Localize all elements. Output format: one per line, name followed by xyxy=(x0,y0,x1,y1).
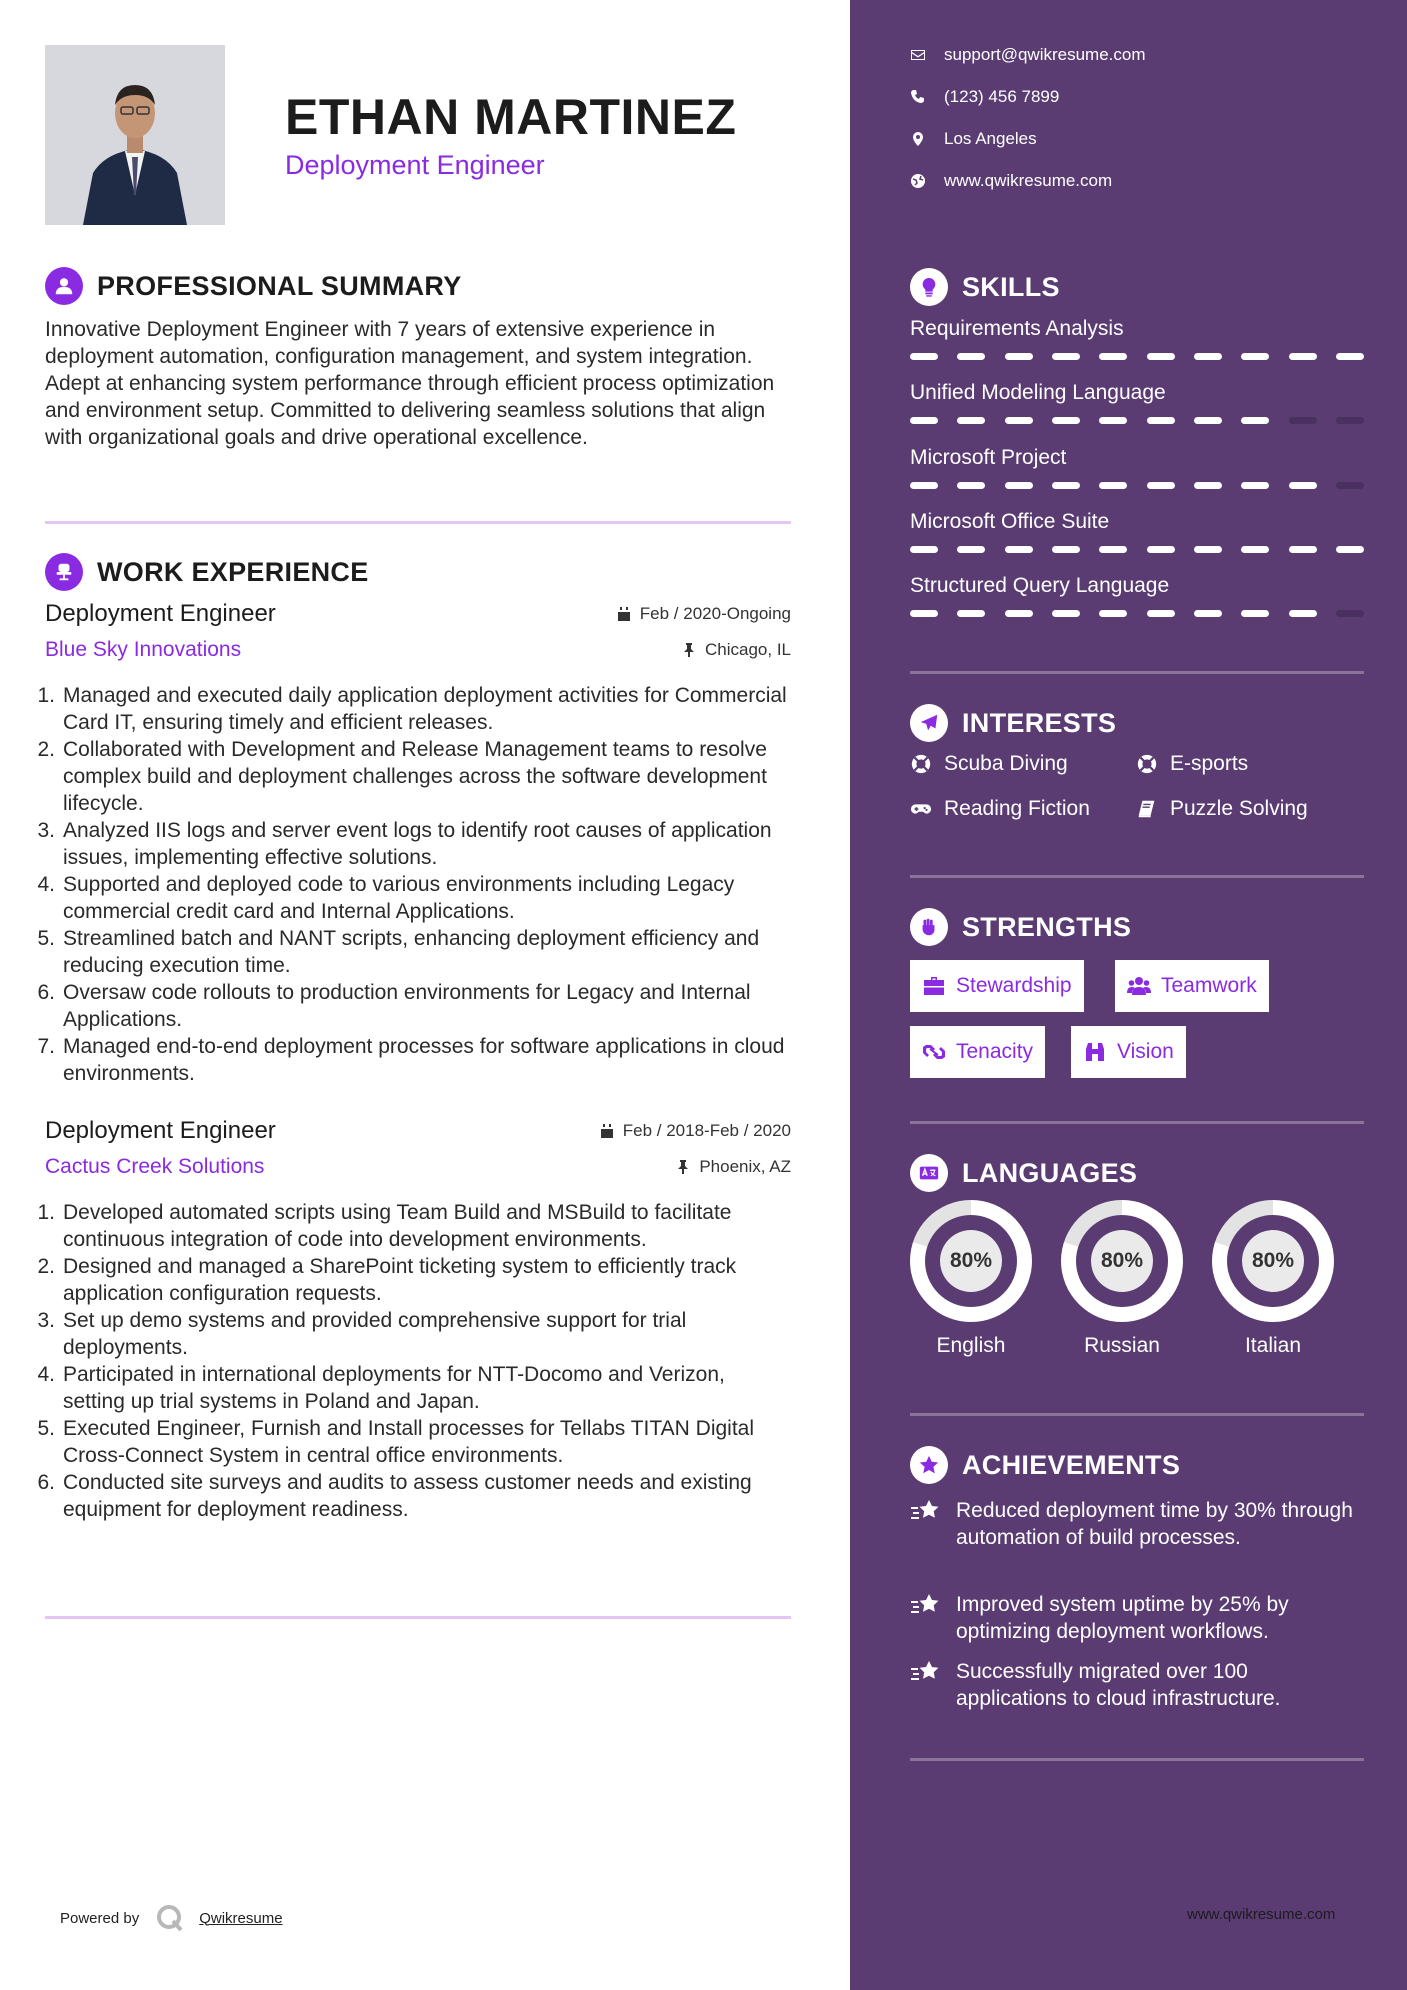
gamepad-icon xyxy=(910,798,932,820)
skill-dash xyxy=(1099,417,1127,424)
divider xyxy=(45,521,791,524)
skill-dash xyxy=(1099,546,1127,553)
binoculars-icon xyxy=(1083,1041,1107,1063)
divider xyxy=(910,1121,1364,1124)
calendar-icon xyxy=(616,606,632,622)
powered-by xyxy=(60,1903,283,1933)
skill-dash xyxy=(1336,353,1364,360)
skill-dash xyxy=(1336,546,1364,553)
achievement-item xyxy=(910,1658,1364,1712)
shooting-star-icon xyxy=(910,1499,942,1525)
skill-dash xyxy=(1052,417,1080,424)
skills-heading xyxy=(910,268,1060,306)
strength-badge xyxy=(1071,1026,1186,1078)
skill-item xyxy=(910,574,1364,617)
skill-dash xyxy=(1194,417,1222,424)
skill-dash xyxy=(910,546,938,553)
skill-level xyxy=(910,610,1364,617)
skill-dash xyxy=(910,482,938,489)
interest-label: Puzzle Solving xyxy=(1170,797,1308,820)
list-item: 1. Managed and executed daily application deployment activities for Commercial Card IT, ensuring timely and efficient releases. xyxy=(37,684,787,734)
language-ring xyxy=(1061,1200,1183,1322)
skill-dash xyxy=(1052,482,1080,489)
skill-dash xyxy=(957,482,985,489)
skill-dash xyxy=(1052,610,1080,617)
shooting-star-icon xyxy=(910,1593,942,1619)
list-item: 5. Streamlined batch and NANT scripts, enhancing deployment efficiency and reducing execution time. xyxy=(37,927,760,977)
language-percent: 80% xyxy=(1242,1230,1304,1292)
interest-label: E-sports xyxy=(1170,752,1249,775)
skill-dash xyxy=(1241,610,1269,617)
skill-dash xyxy=(1147,610,1175,617)
language-name: English xyxy=(936,1334,1006,1357)
skill-dash xyxy=(1005,546,1033,553)
skill-dash xyxy=(1289,610,1317,617)
life-ring-icon xyxy=(910,753,932,775)
strength-label: Tenacity xyxy=(956,1040,1034,1063)
skill-dash xyxy=(1194,482,1222,489)
skill-item xyxy=(910,381,1364,424)
interest-item xyxy=(1136,797,1308,821)
divider xyxy=(910,1413,1364,1416)
skill-dash xyxy=(1099,482,1127,489)
experience-heading xyxy=(45,553,369,591)
skill-dash xyxy=(1241,546,1269,553)
list-item: 5. Executed Engineer, Furnish and Install processes for Tellabs TITAN Digital Cross-Connect System in central office environments. xyxy=(37,1417,755,1467)
user-icon xyxy=(45,267,83,305)
powered-by-label: Powered by xyxy=(60,1909,140,1927)
divider xyxy=(910,875,1364,878)
strength-badge xyxy=(910,960,1084,1012)
language-percent: 80% xyxy=(1091,1230,1153,1292)
language-item xyxy=(1061,1200,1183,1358)
job-entry xyxy=(37,1117,791,1523)
experience-title: WORK EXPERIENCE xyxy=(97,556,369,587)
life-ring-icon xyxy=(1136,753,1158,775)
skill-item xyxy=(910,317,1364,360)
achievements-heading xyxy=(910,1446,1180,1484)
skill-dash xyxy=(1099,610,1127,617)
language-ring xyxy=(1212,1200,1334,1322)
job-date xyxy=(616,604,791,624)
skill-dash xyxy=(1241,353,1269,360)
language-name: Russian xyxy=(1084,1334,1160,1357)
interests-title: INTERESTS xyxy=(962,707,1117,738)
skill-name: Microsoft Project xyxy=(910,446,1067,469)
contact-website-text[interactable]: www.qwikresume.com xyxy=(944,171,1113,190)
strength-label: Teamwork xyxy=(1161,974,1257,997)
skill-dash xyxy=(1336,482,1364,489)
strength-badge xyxy=(1115,960,1269,1012)
job-location xyxy=(681,640,791,660)
interest-item xyxy=(910,797,1090,821)
skill-dash xyxy=(1194,610,1222,617)
skill-dash xyxy=(910,417,938,424)
skill-dash xyxy=(910,610,938,617)
paper-plane-icon xyxy=(910,704,948,742)
job-date-text: Feb / 2020-Ongoing xyxy=(639,604,791,623)
divider xyxy=(910,1758,1364,1761)
list-item: 2. Collaborated with Development and Release Management teams to resolve complex build and deployment challenges across the software development lifecycle. xyxy=(37,738,767,815)
skill-dash xyxy=(1005,610,1033,617)
list-item: 3. Analyzed IIS logs and server event logs to identify root causes of application issues, implementing effective solutions. xyxy=(37,819,772,869)
job-company: Blue Sky Innovations xyxy=(45,638,242,661)
skill-item xyxy=(910,446,1364,489)
map-marker-icon xyxy=(910,131,926,147)
skill-dash xyxy=(910,353,938,360)
job-title: Deployment Engineer xyxy=(45,600,276,627)
achievement-item xyxy=(910,1591,1364,1645)
skill-dash xyxy=(1147,353,1175,360)
summary-title: PROFESSIONAL SUMMARY xyxy=(97,270,462,301)
skill-dash xyxy=(1005,482,1033,489)
strength-label: Vision xyxy=(1117,1040,1174,1063)
interest-label: Reading Fiction xyxy=(944,797,1090,820)
pin-icon xyxy=(681,642,697,658)
qwikresume-link[interactable]: Qwikresume xyxy=(199,1909,283,1927)
envelope-icon xyxy=(910,47,926,63)
skill-dash xyxy=(1194,546,1222,553)
job-location-text: Chicago, IL xyxy=(705,640,791,659)
briefcase-icon xyxy=(922,975,946,997)
achievement-text: Improved system uptime by 25% by optimizing deployment workflows. xyxy=(956,1593,1289,1643)
pin-icon xyxy=(675,1159,691,1175)
job-company: Cactus Creek Solutions xyxy=(45,1155,265,1178)
link-icon xyxy=(922,1041,946,1063)
contact-location xyxy=(910,129,1037,149)
footer-url[interactable]: www.qwikresume.com xyxy=(1187,1906,1336,1923)
interest-item xyxy=(910,752,1068,776)
achievements-title: ACHIEVEMENTS xyxy=(962,1449,1181,1480)
list-item: 4. Participated in international deployments for NTT-Docomo and Verizon, setting up trial systems in Poland and Japan. xyxy=(37,1363,725,1413)
skills-title: SKILLS xyxy=(962,271,1060,302)
skill-dash xyxy=(1052,353,1080,360)
language-ring xyxy=(910,1200,1032,1322)
list-item: 3. Set up demo systems and provided comprehensive support for trial deployments. xyxy=(37,1309,687,1359)
skill-dash xyxy=(1289,417,1317,424)
skill-dash xyxy=(957,546,985,553)
skill-level xyxy=(910,353,1364,360)
skill-dash xyxy=(1194,353,1222,360)
skill-dash xyxy=(957,417,985,424)
list-item: 1. Developed automated scripts using Team Build and MSBuild to facilitate continuous integration of code into development environments. xyxy=(37,1201,732,1251)
interest-label: Scuba Diving xyxy=(944,752,1068,775)
interest-item xyxy=(1136,752,1248,776)
phone-icon xyxy=(910,89,926,105)
skill-dash xyxy=(1289,353,1317,360)
skill-name: Structured Query Language xyxy=(910,574,1170,597)
achievement-text: Reduced deployment time by 30% through automation of build processes. xyxy=(956,1499,1353,1549)
divider xyxy=(910,671,1364,674)
job-location xyxy=(675,1157,791,1177)
skill-name: Requirements Analysis xyxy=(910,317,1124,340)
job-date xyxy=(599,1121,791,1141)
chair-icon xyxy=(45,553,83,591)
skill-dash xyxy=(1289,482,1317,489)
lightbulb-icon xyxy=(910,268,948,306)
skill-dash xyxy=(1336,417,1364,424)
skill-name: Unified Modeling Language xyxy=(910,381,1166,404)
language-name: Italian xyxy=(1244,1334,1302,1357)
list-item: 6. Oversaw code rollouts to production environments for Legacy and Internal Applications. xyxy=(37,981,751,1031)
contact-phone-text: (123) 456 7899 xyxy=(944,87,1060,106)
skill-dash xyxy=(1005,353,1033,360)
job-location-text: Phoenix, AZ xyxy=(699,1157,791,1176)
job-duties xyxy=(37,1199,791,1523)
fist-icon xyxy=(910,908,948,946)
language-percent: 80% xyxy=(940,1230,1002,1292)
contact-email xyxy=(910,45,1146,65)
qwikresume-logo-icon xyxy=(155,1903,185,1933)
list-item: 2. Designed and managed a SharePoint ticketing system to efficiently track application configuration requests. xyxy=(37,1255,737,1305)
summary-text: Innovative Deployment Engineer with 7 years of extensive experience in deployment automation, configuration management, and system integration. Adept at enhancing system performance through efficient process optimization and environment setup. Committed to delivering seamless solutions that align with organizational goals and drive operational excellence. xyxy=(45,318,775,449)
job-duties xyxy=(37,682,791,1087)
globe-icon xyxy=(910,173,926,189)
users-icon xyxy=(1127,975,1151,997)
contact-email-text[interactable]: support@qwikresume.com xyxy=(944,45,1146,64)
strengths-heading xyxy=(910,908,1131,946)
languages-heading xyxy=(910,1154,1137,1192)
achievement-item xyxy=(910,1497,1364,1551)
skill-level xyxy=(910,417,1364,424)
skill-name: Microsoft Office Suite xyxy=(910,510,1110,533)
skill-dash xyxy=(1052,546,1080,553)
summary-heading xyxy=(45,267,462,305)
sidebar xyxy=(850,0,1407,1990)
contact-location-text: Los Angeles xyxy=(944,129,1037,148)
divider xyxy=(45,1616,791,1619)
language-icon xyxy=(910,1154,948,1192)
shooting-star-icon xyxy=(910,1660,942,1686)
skill-dash xyxy=(1147,417,1175,424)
skill-level xyxy=(910,482,1364,489)
star-badge-icon xyxy=(910,1446,948,1484)
skill-dash xyxy=(1336,610,1364,617)
language-item xyxy=(1212,1200,1334,1358)
skill-dash xyxy=(957,353,985,360)
book-icon xyxy=(1136,798,1158,820)
list-item: 6. Conducted site surveys and audits to assess customer needs and existing equipment for deployment readiness. xyxy=(37,1471,752,1521)
languages-title: LANGUAGES xyxy=(962,1157,1138,1188)
contact-website xyxy=(910,171,1112,191)
language-item xyxy=(910,1200,1032,1358)
calendar-icon xyxy=(599,1123,615,1139)
candidate-role: Deployment Engineer xyxy=(285,150,545,180)
skill-dash xyxy=(1147,482,1175,489)
skill-dash xyxy=(1241,482,1269,489)
skill-item xyxy=(910,510,1364,553)
strength-badge xyxy=(910,1026,1045,1078)
skill-dash xyxy=(1147,546,1175,553)
job-entry xyxy=(37,600,791,1087)
job-title: Deployment Engineer xyxy=(45,1117,276,1144)
profile-photo xyxy=(45,45,225,225)
candidate-name: ETHAN MARTINEZ xyxy=(285,89,737,145)
list-item: 4. Supported and deployed code to various environments including Legacy commercial credit card and Internal Applications. xyxy=(37,873,735,923)
contact-phone xyxy=(910,87,1059,107)
job-date-text: Feb / 2018-Feb / 2020 xyxy=(622,1121,791,1140)
skill-dash xyxy=(1099,353,1127,360)
skill-dash xyxy=(1289,546,1317,553)
skill-level xyxy=(910,546,1364,553)
strengths-title: STRENGTHS xyxy=(962,911,1132,942)
skill-dash xyxy=(957,610,985,617)
skill-dash xyxy=(1241,417,1269,424)
skill-dash xyxy=(1005,417,1033,424)
achievement-text: Successfully migrated over 100 applications to cloud infrastructure. xyxy=(956,1660,1281,1710)
list-item: 7. Managed end-to-end deployment processes for software applications in cloud environments. xyxy=(37,1035,785,1085)
strength-label: Stewardship xyxy=(956,974,1072,997)
interests-heading xyxy=(910,704,1116,742)
